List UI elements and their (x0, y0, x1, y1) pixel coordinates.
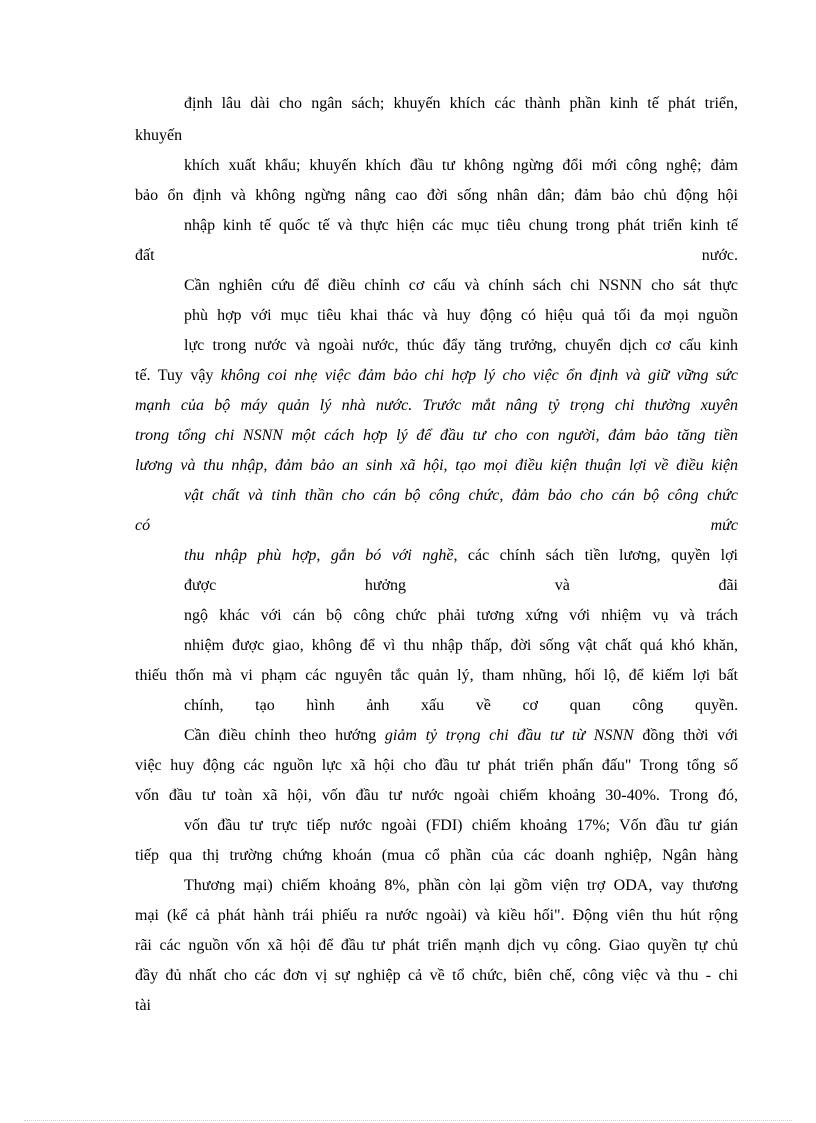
text-run: mại (kể cả phát hành trái phiếu ra nước ngoài) và kiều hối". Động viên thu hút rộng (135, 907, 738, 924)
text-run: về (475, 697, 491, 714)
italic-run: giảm tỷ trọng chi đầu tư từ NSNN (384, 727, 634, 744)
text-line (135, 664, 738, 688)
text-line (135, 454, 738, 478)
text-run: chính, (184, 697, 224, 714)
text-run: thiếu thốn mà vi phạm các nguyên tắc quản lý, tham nhũng, hối lộ, để kiếm lợi bất (135, 667, 738, 684)
text-line (184, 874, 738, 898)
italic-run: mạnh của bộ máy quản lý nhà nước. Trước mắt nâng tỷ trọng chi thường xuyên (135, 397, 738, 414)
text-line (184, 484, 738, 508)
page-bottom-divider (24, 1120, 792, 1121)
text-line (184, 304, 738, 328)
text-run: lực trong nước và ngoài nước, thúc đẩy tăng trưởng, chuyển dịch cơ cấu kinh (184, 337, 738, 354)
italic-run: có (135, 517, 151, 534)
text-run: tế. Tuy vậy (135, 367, 221, 384)
text-run: được (184, 577, 217, 594)
text-line (135, 514, 738, 538)
text-run: cơ (522, 697, 538, 714)
text-run: hưởng (364, 577, 407, 594)
text-run: nhập kinh tế quốc tế và thực hiện các mục tiêu chung trong phát triển kinh tế (184, 217, 738, 234)
text-run: công (632, 697, 664, 714)
text-run: bảo ổn định và không ngừng nâng cao đời sống nhân dân; đảm bảo chủ động hội (135, 187, 738, 204)
text-run: Thương mại) chiếm khoảng 8%, phần còn lại gồm viện trợ ODA, vay thương (184, 877, 738, 894)
text-line (135, 784, 738, 808)
text-run: vốn đầu tư trực tiếp nước ngoài (FDI) chiếm khoảng 17%; Vốn đầu tư gián (184, 817, 738, 834)
text-line (135, 124, 738, 148)
text-run: tài (135, 997, 151, 1014)
text-line (184, 604, 738, 628)
text-run: ngộ khác với cán bộ công chức phải tương xứng với nhiệm vụ và trách (184, 607, 738, 624)
italic-run: không coi nhẹ việc đảm bảo chi hợp lý cho việc ổn định và giữ vững sức (220, 367, 738, 384)
text-line (184, 214, 738, 238)
text-run: Cần nghiên cứu để điều chỉnh cơ cấu và chính sách chi NSNN cho sát thực (184, 277, 738, 294)
text-line (184, 334, 738, 358)
text-run: khuyến (135, 127, 183, 144)
text-run: đãi (718, 577, 738, 594)
text-run: đầy đủ nhất cho các đơn vị sự nghiệp cả về tổ chức, biên chế, công việc và thu - chi (135, 967, 738, 984)
text-run: tiếp qua thị trường chứng khoán (mua cổ phần của các doanh nghiệp, Ngân hàng (135, 847, 738, 864)
text-run: tạo (255, 697, 275, 714)
text-run: hình (306, 697, 335, 714)
text-line (184, 544, 738, 568)
text-run: việc huy động các nguồn lực xã hội cho đầu tư phát triển phấn đấu" Trong tổng số (135, 757, 738, 774)
text-line (135, 394, 738, 418)
text-run: quan (569, 697, 601, 714)
text-line (135, 364, 738, 388)
text-run: khích xuất khẩu; khuyến khích đầu tư không ngừng đổi mới công nghệ; đảm (184, 157, 738, 174)
text-line (135, 934, 738, 958)
text-line (135, 964, 738, 988)
text-run: xấu (421, 697, 445, 714)
text-run: nhiệm được giao, không để vì thu nhập thấp, đời sống vật chất quá khó khăn, (184, 637, 738, 654)
text-run: phù hợp với mục tiêu khai thác và huy động có hiệu quả tối đa mọi nguồn (184, 307, 738, 324)
text-line (184, 694, 738, 718)
text-run: Cần điều chỉnh theo hướng (184, 727, 385, 744)
italic-run: lương và thu nhập, đảm bảo an sinh xã hội, tạo mọi điều kiện thuận lợi về điều kiện (135, 457, 738, 474)
text-line (184, 274, 738, 298)
text-run: đất (135, 247, 155, 264)
text-run: vốn đầu tư toàn xã hội, vốn đầu tư nước ngoài chiếm khoảng 30-40%. Trong đó, (135, 787, 738, 804)
text-line (135, 424, 738, 448)
text-line (135, 754, 738, 778)
text-run: , các chính sách tiền lương, quyền lợi (453, 547, 738, 564)
text-run: định lâu dài cho ngân sách; khuyến khích các thành phần kinh tế phát triển, (184, 95, 738, 112)
italic-run: trong tổng chi NSNN một cách hợp lý để đầu tư cho con người, đảm bảo tăng tiền (135, 427, 738, 444)
text-line (184, 724, 738, 748)
text-line (135, 844, 738, 868)
italic-run: thu nhập phù hợp, gắn bó với nghề (184, 547, 454, 564)
text-line (184, 92, 738, 116)
italic-run: mức (710, 517, 738, 534)
text-line (184, 154, 738, 178)
text-run: và (554, 577, 570, 594)
text-line (184, 814, 738, 838)
text-line (135, 184, 738, 208)
text-run: rãi các nguồn vốn xã hội để đầu tư phát triển mạnh dịch vụ công. Giao quyền tự chủ (135, 937, 738, 954)
text-line (184, 634, 738, 658)
text-run: nước. (701, 247, 738, 264)
text-line (135, 994, 738, 1018)
italic-run: vật chất và tinh thần cho cán bộ công chức, đảm bảo cho cán bộ công chức (184, 487, 738, 504)
text-run: quyền. (695, 697, 738, 714)
text-line (135, 244, 738, 268)
text-line (135, 904, 738, 928)
text-run: ảnh (366, 697, 390, 714)
text-run: đồng thời với (633, 727, 738, 744)
text-line (184, 574, 738, 598)
